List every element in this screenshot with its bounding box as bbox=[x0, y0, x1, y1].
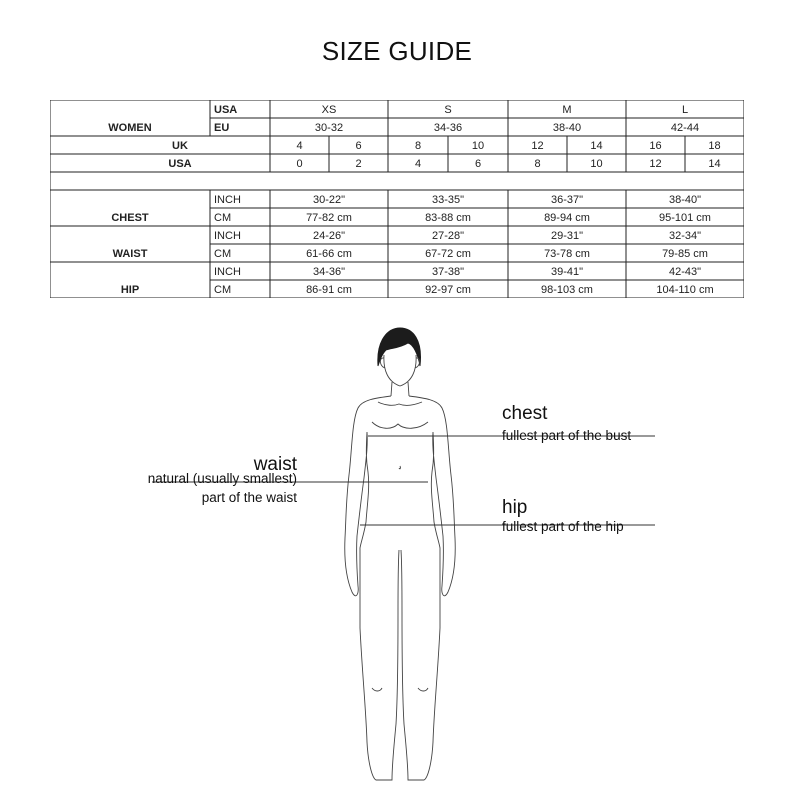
size-usa: 2 bbox=[355, 158, 362, 170]
measure-value: 79-85 cm bbox=[662, 248, 708, 260]
size-name: L bbox=[681, 104, 689, 116]
measure-unit: INCH bbox=[214, 230, 241, 242]
size-uk: 8 bbox=[414, 140, 422, 152]
body-figure-illustration bbox=[0, 310, 794, 794]
measure-value: 67-72 cm bbox=[425, 248, 471, 260]
size-usa: 6 bbox=[474, 158, 482, 170]
measure-unit: CM bbox=[214, 284, 232, 296]
measure-value: 33-35" bbox=[431, 194, 465, 206]
measure-unit: CM bbox=[214, 212, 232, 224]
measure-value: 38-40" bbox=[668, 194, 702, 206]
measure-value: 89-94 cm bbox=[544, 212, 590, 224]
neck bbox=[391, 382, 409, 396]
table-grid bbox=[50, 100, 744, 298]
women-label: WOMEN bbox=[108, 122, 152, 134]
size-uk: 18 bbox=[708, 140, 721, 152]
woman-outline bbox=[345, 328, 455, 780]
size-usa: 10 bbox=[590, 158, 603, 170]
size-uk: 16 bbox=[649, 140, 662, 152]
measure-label-hip: HIP bbox=[120, 284, 140, 296]
face bbox=[384, 355, 416, 386]
measure-value: 37-38" bbox=[431, 266, 465, 278]
size-uk: 12 bbox=[531, 140, 544, 152]
chest-label: chest bbox=[502, 403, 548, 424]
measure-value: 73-78 cm bbox=[544, 248, 590, 260]
navel bbox=[399, 466, 400, 469]
waist-description-line1: natural (usually smallest) bbox=[147, 471, 297, 486]
measure-value: 30-22" bbox=[312, 194, 346, 206]
measure-unit: CM bbox=[214, 248, 232, 260]
measure-value: 86-91 cm bbox=[306, 284, 352, 296]
size-usa: 12 bbox=[649, 158, 662, 170]
measure-value: 98-103 cm bbox=[541, 284, 593, 296]
measure-label-chest: CHEST bbox=[111, 212, 149, 224]
bust-line bbox=[372, 422, 428, 428]
measure-value: 36-37" bbox=[550, 194, 584, 206]
table-cells bbox=[108, 104, 720, 296]
measure-value: 42-43" bbox=[668, 266, 702, 278]
size-name: XS bbox=[321, 104, 337, 116]
measure-value: 24-26" bbox=[312, 230, 346, 242]
size-usa: 14 bbox=[708, 158, 721, 170]
measure-value: 61-66 cm bbox=[306, 248, 352, 260]
uk-label: UK bbox=[172, 140, 188, 152]
size-name: S bbox=[444, 104, 452, 116]
size-eu: 30-32 bbox=[314, 122, 344, 134]
unit-eu: EU bbox=[214, 122, 230, 134]
size-uk: 14 bbox=[590, 140, 603, 152]
measure-unit: INCH bbox=[214, 194, 241, 206]
measure-value: 92-97 cm bbox=[425, 284, 471, 296]
size-uk: 10 bbox=[471, 140, 485, 152]
collarbones bbox=[378, 402, 422, 405]
size-eu: 38-40 bbox=[552, 122, 582, 134]
waist-description-line2: part of the waist bbox=[201, 490, 297, 505]
page-title: SIZE GUIDE bbox=[321, 36, 473, 66]
size-uk: 6 bbox=[355, 140, 362, 152]
measure-value: 104-110 cm bbox=[656, 284, 714, 296]
size-usa: 8 bbox=[534, 158, 541, 170]
measure-label-waist: WAIST bbox=[112, 248, 148, 260]
body-right bbox=[401, 396, 455, 780]
usa-label: USA bbox=[168, 158, 192, 170]
size-eu: 34-36 bbox=[433, 122, 463, 134]
body-left bbox=[345, 396, 399, 780]
measure-value: 77-82 cm bbox=[306, 212, 352, 224]
unit-usa: USA bbox=[214, 104, 238, 116]
measure-value: 39-41" bbox=[550, 266, 584, 278]
size-name: M bbox=[562, 104, 572, 116]
measure-value: 83-88 cm bbox=[425, 212, 471, 224]
measure-unit: INCH bbox=[214, 266, 241, 278]
measure-value: 32-34" bbox=[668, 230, 702, 242]
size-usa: 4 bbox=[414, 158, 422, 170]
size-uk: 4 bbox=[296, 140, 303, 152]
size-eu: 42-44 bbox=[670, 122, 700, 134]
hip-label: hip bbox=[502, 497, 528, 518]
measure-value: 27-28" bbox=[431, 230, 465, 242]
measure-value: 95-101 cm bbox=[659, 212, 711, 224]
hip-description: fullest part of the hip bbox=[502, 519, 624, 534]
size-table bbox=[50, 100, 744, 298]
measure-value: 34-36" bbox=[312, 266, 346, 278]
knees bbox=[372, 688, 428, 691]
measure-value: 29-31" bbox=[550, 230, 584, 242]
size-usa: 0 bbox=[296, 158, 303, 170]
chest-description: fullest part of the bust bbox=[502, 428, 632, 443]
waist-label: waist bbox=[253, 454, 297, 475]
